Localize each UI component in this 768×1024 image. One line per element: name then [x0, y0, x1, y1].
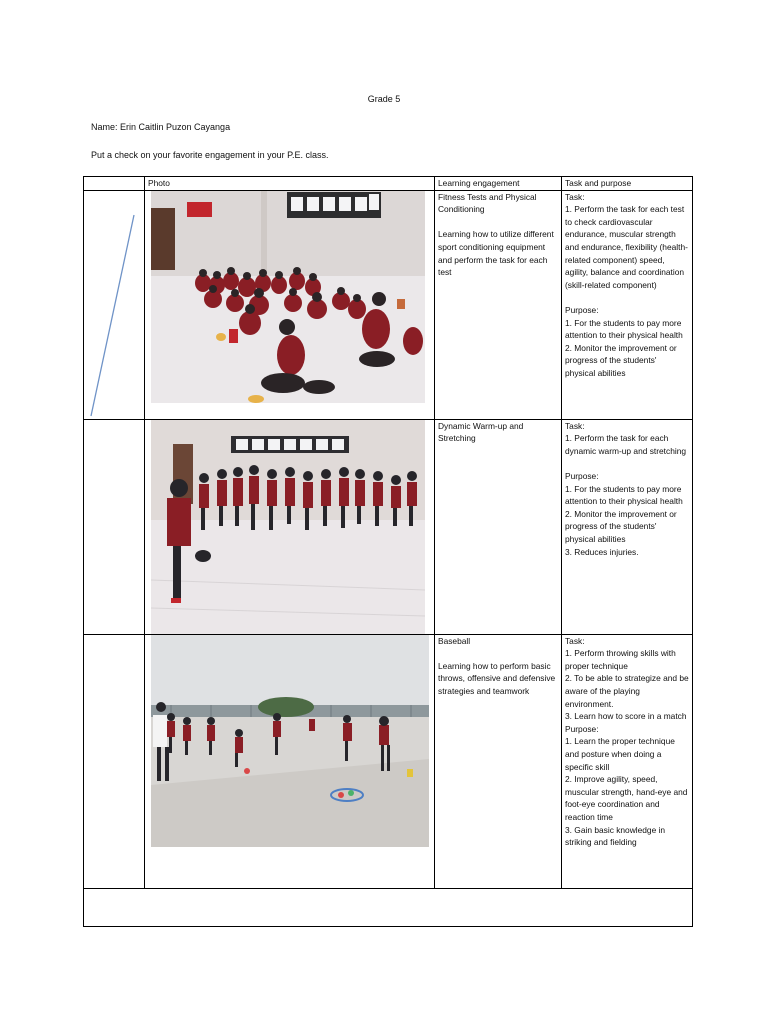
- header-check: [84, 177, 145, 191]
- instruction-text: Put a check on your favorite engagement in your P.E. class.: [91, 150, 329, 160]
- check-cell[interactable]: [84, 419, 145, 634]
- engagement-text: Fitness Tests and Physical Conditioning Learning how to utilize different sport conditioning equipment and perform the task for each test: [438, 191, 554, 278]
- task-cell: [562, 190, 693, 419]
- check-cell[interactable]: [84, 190, 145, 419]
- task-cell: [562, 634, 693, 888]
- photo-cell: [145, 419, 435, 634]
- engagement-table: [83, 176, 693, 927]
- task-text: Task: 1. Perform the task for each test to check cardiovascular endurance, muscular strength and endurance, flexibility (health-related component) speed, agility, balance and coordination (skill-related component) Purpose: 1. For the students to pay more attention to their physical health 2. Monitor the improvement or progress of the students' physical abilities: [565, 191, 688, 378]
- warmup-photo: [151, 420, 431, 634]
- check-cell[interactable]: [84, 634, 145, 888]
- engagement-cell: [435, 190, 562, 419]
- engagement-cell: [435, 634, 562, 888]
- photo-cell: [145, 634, 435, 888]
- engagement-cell: [435, 419, 562, 634]
- table-row: [84, 634, 693, 888]
- task-text: Task: 1. Perform the task for each dynamic warm-up and stretching Purpose: 1. For the students to pay more attention to their physical health 2. Monitor the improvement or progress of the students' physical abilities 3. Reduces injuries.: [565, 420, 687, 557]
- check-mark: [87, 191, 141, 419]
- engagement-text: Baseball Learning how to perform basic throws, offensive and defensive strategies and teamwork: [438, 635, 556, 696]
- table-header-row: [84, 177, 693, 191]
- table-row: [84, 888, 693, 926]
- task-text: Task: 1. Perform throwing skills with proper technique 2. To be able to strategize and be aware of the playing environment. 3. Learn how to score in a match Purpose: 1. Learn the proper technique and posture when doing a specific skill 2. Improve agility, speed, muscular strength, hand-eye and foot-eye coordination and reaction time 3. Gain basic knowledge in striking and fielding: [565, 635, 689, 848]
- header-engagement: Learning engagement: [435, 177, 562, 191]
- baseball-photo: [151, 635, 431, 847]
- table-row: [84, 419, 693, 634]
- engagement-text: Dynamic Warm-up and Stretching: [438, 420, 524, 444]
- photo-cell: [145, 190, 435, 419]
- task-cell: [562, 419, 693, 634]
- grade-label: Grade 5: [367, 94, 401, 104]
- header-photo: Photo: [145, 177, 435, 191]
- header-task: Task and purpose: [562, 177, 693, 191]
- table-row: [84, 190, 693, 419]
- student-name: Name: Erin Caitlin Puzon Cayanga: [91, 122, 231, 132]
- empty-row-cell: [84, 888, 693, 926]
- fitness-test-photo: [151, 191, 431, 403]
